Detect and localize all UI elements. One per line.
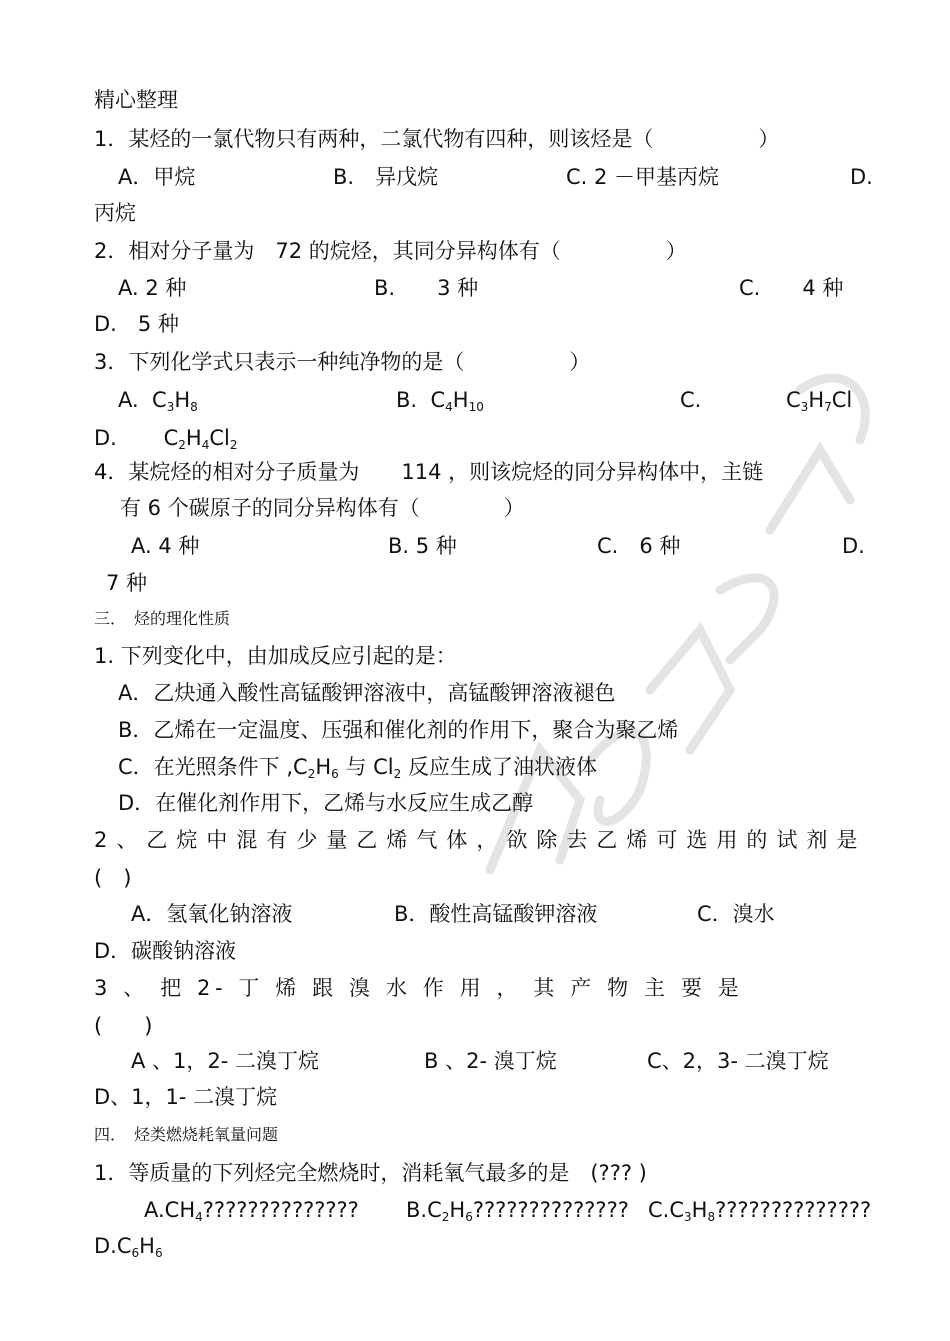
s3-question-3-stem: 3 、 把 2- 丁 烯 跟 溴 水 作 用 ， 其 产 物 主 要 是 — [94, 976, 744, 1000]
q4-option-c: C. 6 种 — [597, 534, 681, 558]
q4-option-b: B. 5 种 — [388, 534, 457, 558]
question-2-stem: 2．相对分子量为 72 的烷烃，其同分异构体有（ ） — [94, 239, 687, 263]
s3q3-option-c: C、2，3- 二溴丁烷 — [647, 1049, 829, 1073]
document-header: 精心整理 — [94, 88, 178, 112]
s3q3-option-a: A 、1，2- 二溴丁烷 — [131, 1049, 320, 1073]
question-4-stem-line1: 4．某烷烃的相对分子质量为 114 ，则该烷烃的同分异构体中，主链 — [94, 460, 764, 484]
q1-option-c: C. 2 －甲基丙烷 — [566, 165, 720, 189]
s3q2-option-c: C．溴水 — [697, 902, 775, 926]
s3q3-option-d: D、1，1- 二溴丁烷 — [94, 1085, 278, 1109]
s3q2-option-a: A．氢氧化钠溶液 — [131, 902, 293, 926]
q4-option-d-text: 7 种 — [106, 571, 148, 595]
q3-option-b: B. $C_4H_{10}$ — [396, 388, 484, 414]
s4q1-option-c: $C.C_3H_8$?????????????? — [648, 1198, 872, 1224]
question-1-stem: 1．某烃的一氯代物只有两种，二氯代物有四种，则该烃是（ ） — [94, 127, 780, 151]
s3q1-option-a: A．乙炔通入酸性高锰酸钾溶液中，高锰酸钾溶液褪色 — [118, 681, 616, 705]
q4-option-d-label: D. — [842, 534, 865, 558]
s4-question-1-stem: 1．等质量的下列烃完全燃烧时，消耗氧气最多的是 (??? ) — [94, 1161, 647, 1185]
s4q1-option-a: $A.CH_4$?????????????? — [144, 1198, 359, 1224]
q3-option-a: A. $C_3H_8$ — [118, 388, 198, 414]
q3-option-c-label: C. — [680, 388, 702, 412]
s3q2-option-d: D．碳酸钠溶液 — [94, 939, 237, 963]
question-3-stem: 3．下列化学式只表示一种纯净物的是（ ） — [94, 350, 591, 374]
q3-option-d: D. $C_2H_4Cl_2$ — [94, 426, 238, 452]
q1-option-b: B. 异戊烷 — [333, 165, 439, 189]
q2-option-a: A. 2 种 — [118, 276, 187, 300]
s3q1-option-d: D．在催化剂作用下，乙烯与水反应生成乙醇 — [118, 791, 534, 815]
s3q1-option-c: C．在光照条件下 $,C_2H_6$ 与 $Cl_2$ 反应生成了油状液体 — [118, 755, 597, 781]
q2-option-d: D. 5 种 — [94, 312, 179, 336]
s3-question-1-stem: 1. 下列变化中，由加成反应引起的是： — [94, 644, 457, 668]
q4-option-a: A. 4 种 — [131, 534, 200, 558]
q1-option-d-label: D. — [850, 165, 873, 189]
q2-option-c: C. 4 种 — [739, 276, 844, 300]
q2-option-b: B. 3 种 — [374, 276, 479, 300]
s3q1-option-b: B．乙烯在一定温度、压强和催化剂的作用下，聚合为聚乙烯 — [118, 718, 679, 742]
s4q1-option-d: $D.C_6H_6$ — [94, 1234, 163, 1260]
q3-option-c-formula: $C_3H_7Cl$ — [786, 388, 853, 414]
s3q3-answer-paren: ( ) — [94, 1014, 153, 1038]
section-3-heading: 三． 烃的理化性质 — [94, 609, 231, 628]
q1-option-d-text: 丙烷 — [94, 201, 136, 225]
s3q2-option-b: B．酸性高锰酸钾溶液 — [394, 902, 598, 926]
section-4-heading: 四． 烃类燃烧耗氧量问题 — [94, 1125, 279, 1144]
question-4-stem-line2: 有 6 个碳原子的同分异构体有（ ） — [120, 496, 525, 520]
s3-question-2-stem: 2、乙烷中混有少量乙烯气体，欲除去乙烯可选用的试剂是 — [94, 828, 867, 852]
q1-option-a: A．甲烷 — [118, 165, 196, 189]
s4q1-option-b: $B.C_2H_6$?????????????? — [406, 1198, 629, 1224]
s3q2-answer-paren: ( ) — [94, 866, 132, 890]
s3q3-option-b: B 、2- 溴丁烷 — [424, 1049, 557, 1073]
